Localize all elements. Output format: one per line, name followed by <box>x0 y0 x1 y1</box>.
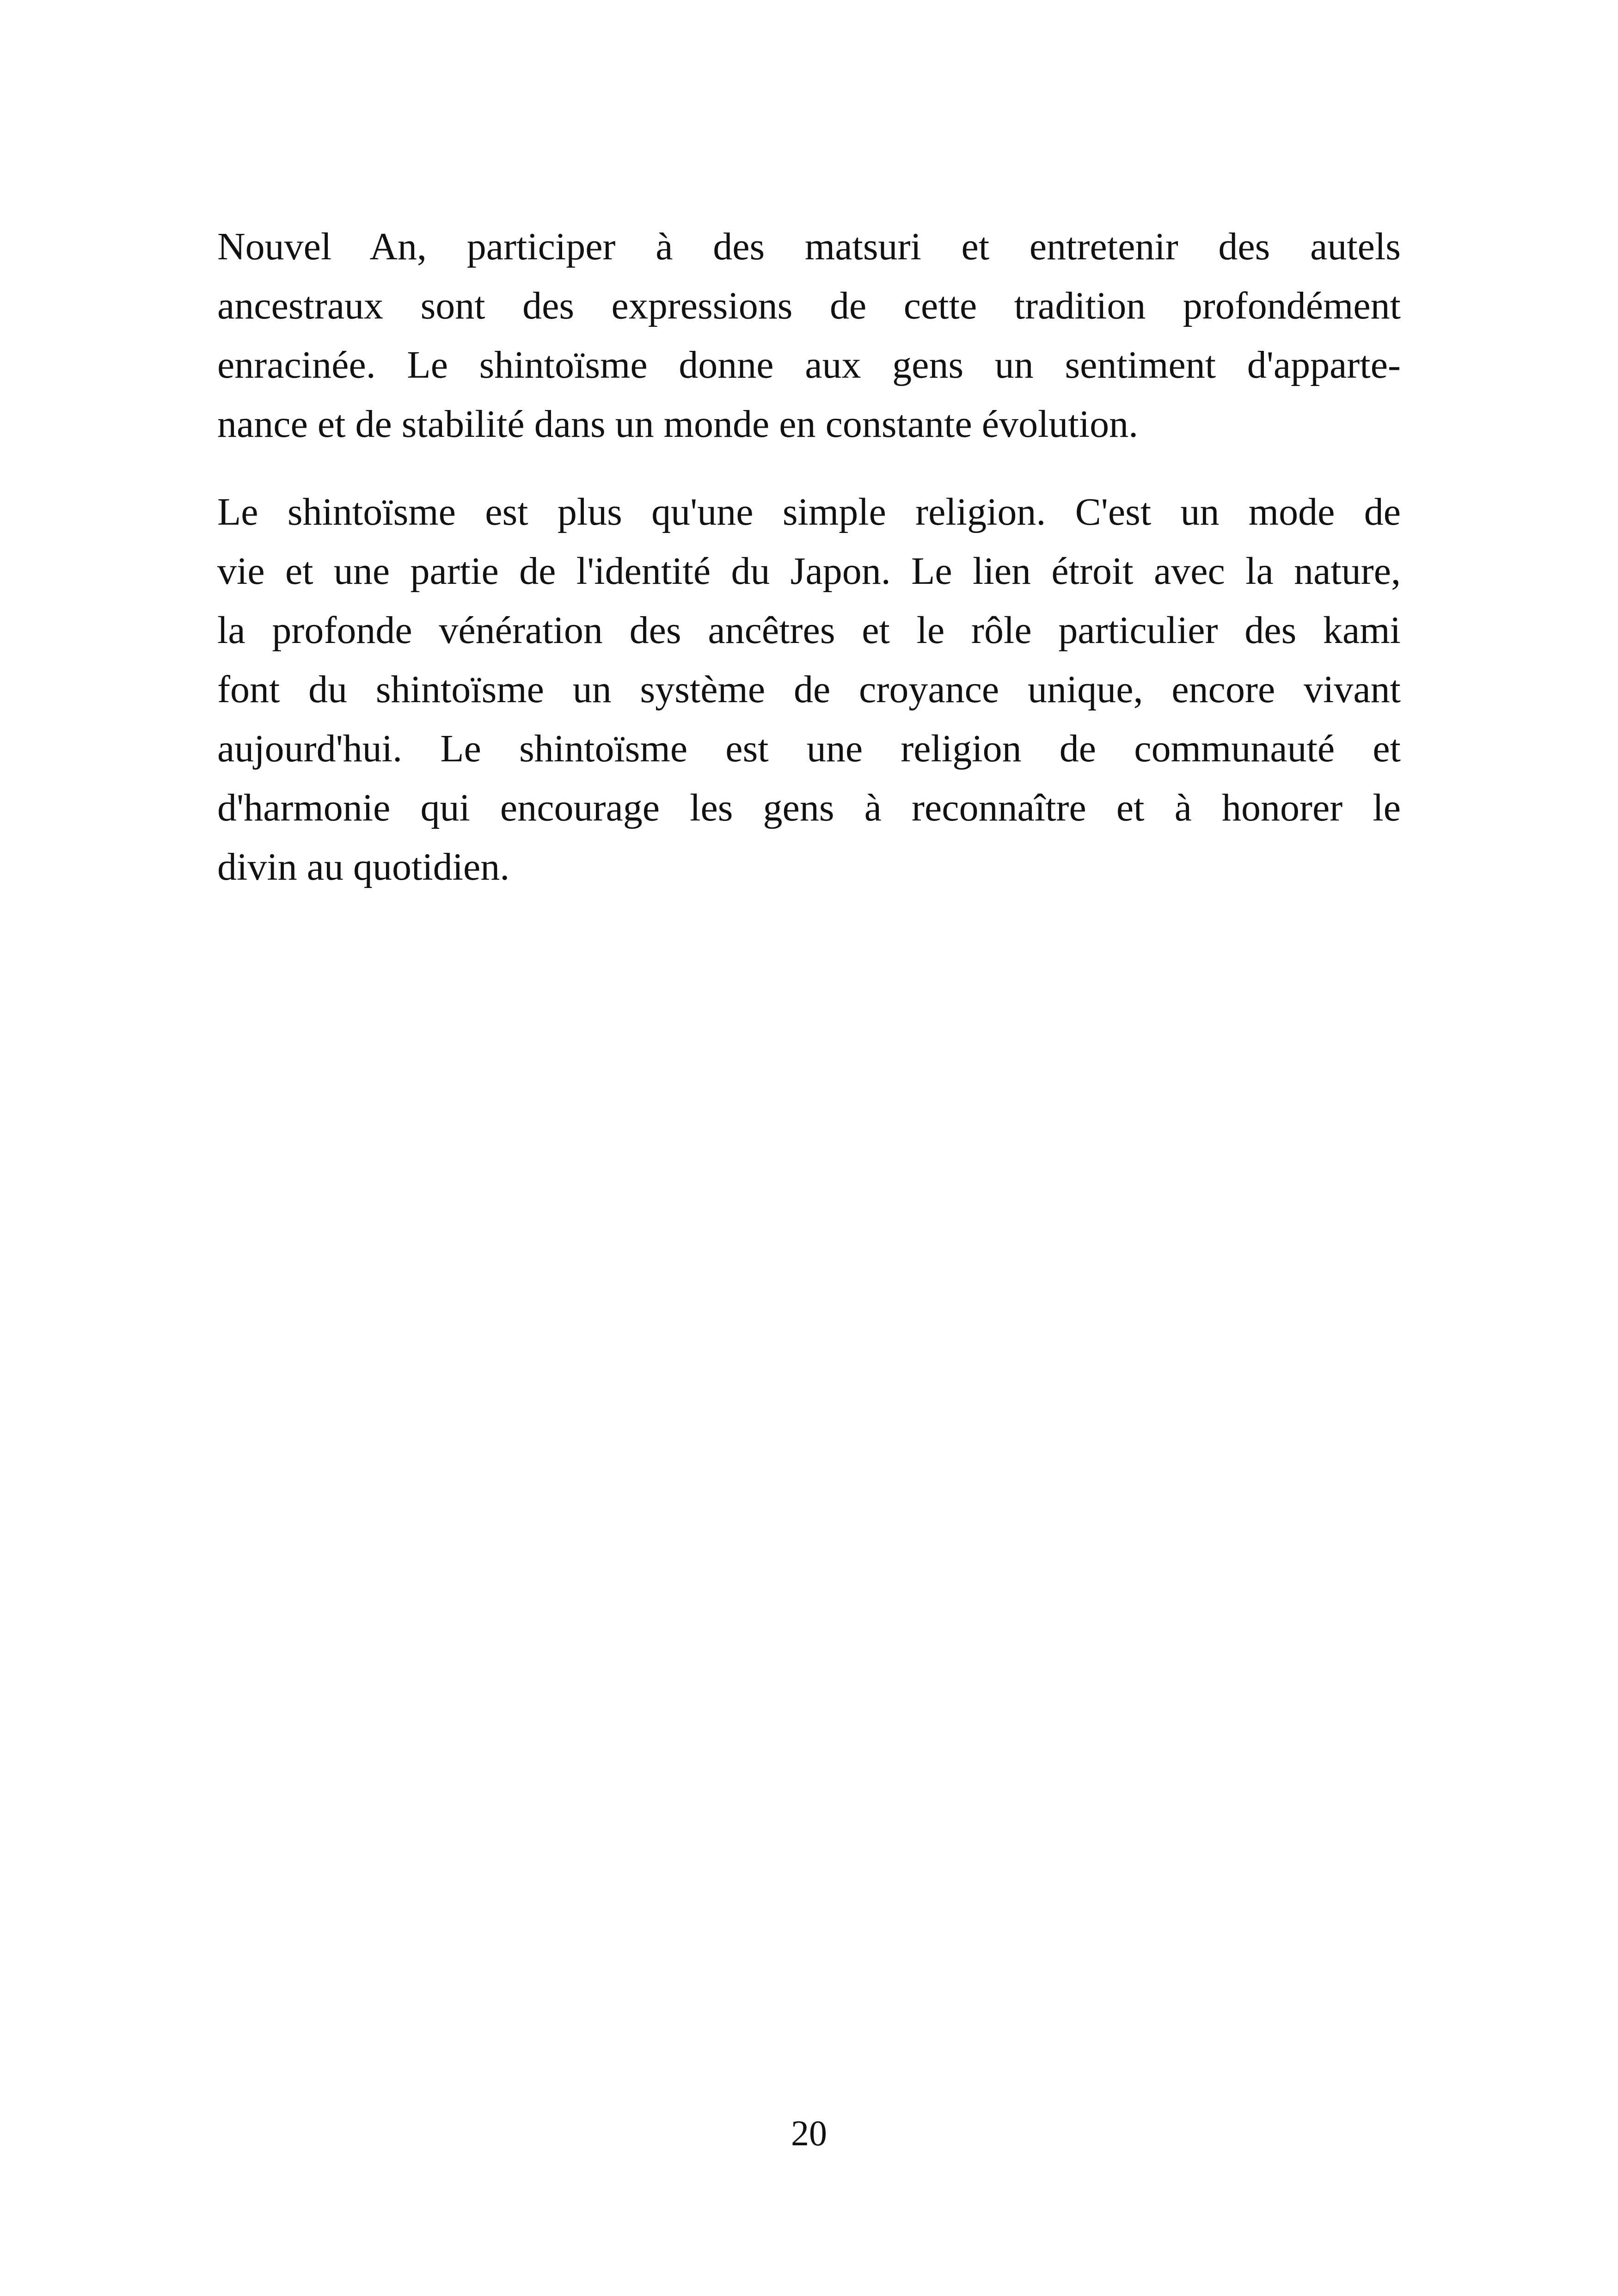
text-line: Nouvel An, participer à des matsuri et entretenir des autels <box>217 225 1401 268</box>
text-line: divin au quotidien. <box>217 845 510 888</box>
text-line: Le shintoïsme est plus qu'une simple religion. C'est un mode de <box>217 490 1401 533</box>
page-number: 20 <box>791 2113 827 2153</box>
text-line: enracinée. Le shintoïsme donne aux gens un sentiment d'apparte- <box>217 343 1401 386</box>
text-line: vie et une partie de l'identité du Japon. Le lien étroit avec la nature, <box>217 550 1401 593</box>
text-line: la profonde vénération des ancêtres et le rôle particulier des kami <box>217 609 1401 652</box>
paragraph-spacer <box>217 454 1401 483</box>
text-line: font du shintoïsme un système de croyance unique, encore vivant <box>217 668 1401 711</box>
paragraph-1 <box>217 217 1401 454</box>
text-line: aujourd'hui. Le shintoïsme est une religion de communauté et <box>217 727 1401 770</box>
text-line: ancestraux sont des expressions de cette tradition profondément <box>217 284 1401 327</box>
paragraph-2 <box>217 483 1401 897</box>
text-line: d'harmonie qui encourage les gens à reconnaître et à honorer le <box>217 786 1401 829</box>
body-text <box>217 217 1401 897</box>
text-line: nance et de stabilité dans un monde en constante évolution. <box>217 403 1139 446</box>
